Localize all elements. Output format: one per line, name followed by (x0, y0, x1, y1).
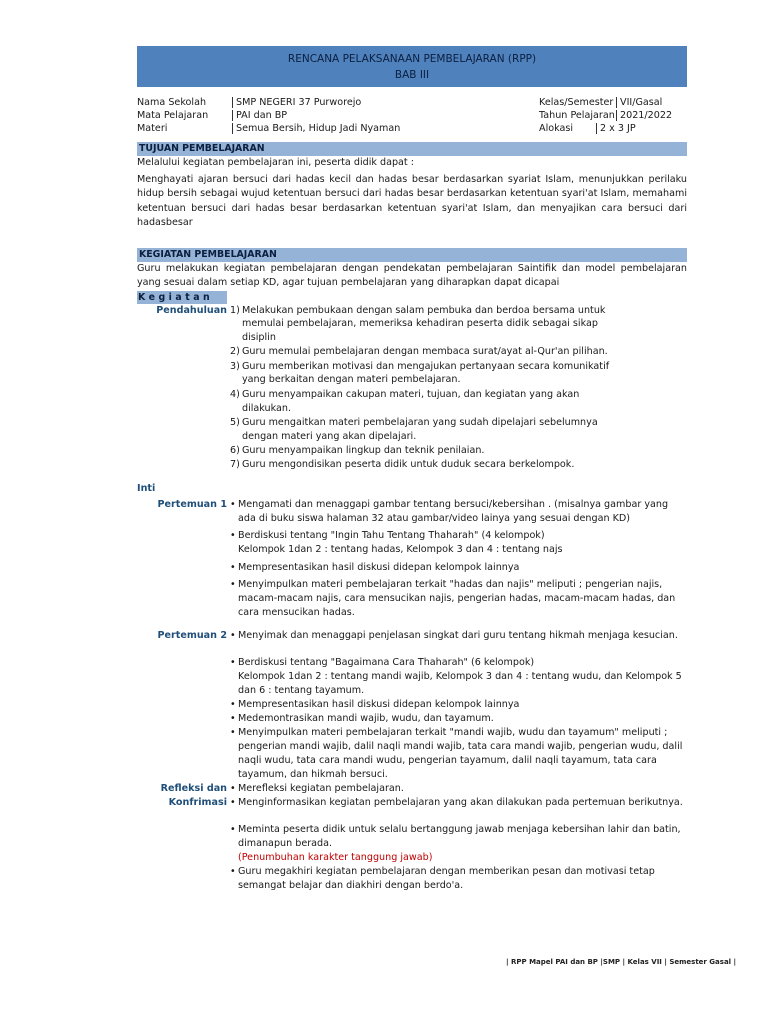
pertemuan2-row (137, 629, 687, 782)
pertemuan1-row (137, 498, 687, 620)
list-item: 7) Guru mengondisikan peserta didik untuk duduk secara berkelompok. (230, 459, 575, 471)
refleksi-list (230, 782, 687, 893)
pendahuluan-list (230, 304, 617, 473)
list-item: • Menyimak dan menaggapi penjelasan singkat dari guru tentang hikmah menjaga kesucian. (230, 629, 678, 641)
list-item: • Meminta peserta didik untuk selalu bertanggung jawab menjaga kebersihan lahir dan batin, dimanapun berada. (Penumbuhan karakter tanggung jawab) (230, 823, 681, 863)
tahun-value: 2021/2022 (616, 110, 672, 121)
list-item: • Berdiskusi tentang "Ingin Tahu Tentang Thaharah" (4 kelompok) Kelompok 1dan 2 : tentang hadas, Kelompok 3 dan 4 : tentang najs (230, 529, 563, 555)
pertemuan2-list (230, 629, 687, 782)
list-item: • Menyimpulkan materi pembelajaran terkait "hadas dan najis" meliputi ; pengerian najis, macam-macam najis, cara mensucikan najis, pengerian hadas, macam-macam hadas, dan cara mensucikan hadas. (230, 578, 676, 618)
list-item: • Menyimpulkan materi pembelajaran terkait "mandi wajib, wudu dan tayamum" meliputi ; pengerian mandi wajib, dalil naqli mandi wajib, tata cara mandi wajib, pengerian wudu, dalil naqli wudu, tata cara mandi wudu, pengerian tayamum, dalil naqli tayamum, tata cara tayamum, dan hikmah bersuci. (230, 726, 683, 780)
page-footer: | RPP Mapel PAI dan BP |SMP | Kelas VII | Semester Gasal | (506, 958, 737, 966)
mapel-label: Mata Pelajaran (137, 110, 209, 121)
kelas-value: VII/Gasal (616, 97, 662, 108)
refleksi-label: Refleksi dan Konfrimasi (160, 782, 227, 808)
list-item: 1) Melakukan pembukaan dengan salam pembuka dan berdoa bersama untuk memulai pembelajaran, memeriksa kehadiran peserta didik sebagai sikap disiplin (230, 304, 606, 344)
list-item: 5) Guru mengaitkan materi pembelajaran yang sudah dipelajari sebelumnya dengan materi yang akan dipelajari. (230, 416, 598, 442)
list-item: • Guru megakhiri kegiatan pembelajaran dengan memberikan pesan dan motivasi tetap semangat belajar dan diakhiri dengan berdo'a. (230, 865, 655, 891)
inti-label: Inti (137, 482, 156, 494)
alokasi-label: Alokasi (539, 123, 574, 134)
list-item: 2) Guru memulai pembelajaran dengan membaca surat/ayat al-Qur'an pilihan. (230, 346, 608, 358)
tujuan-heading: TUJUAN PEMBELAJARAN (137, 142, 687, 156)
sekolah-value: SMP NEGERI 37 Purworejo (232, 97, 361, 108)
title-bar (137, 46, 687, 87)
list-item: • Mempresentasikan hasil diskusi didepan kelompok lainnya (230, 698, 520, 710)
list-item: • Mempresentasikan hasil diskusi didepan kelompok lainnya (230, 561, 520, 573)
alokasi-value: 2 x 3 JP (596, 123, 636, 134)
list-item: • Menginformasikan kegiatan pembelajaran yang akan dilakukan pada pertemuan berikutnya. (230, 796, 683, 808)
tujuan-text: Menghayati ajaran bersuci dari hadas kecil dan hadas besar berdasarkan syariat Islam, menunjukkan perilaku hidup bersih sebagai wujud ketentuan bersuci dari hadas besar berdasarkan ketentuan syari'at Islam, memahami ketentuan bersuci dari hadas besar berdasarkan ketentuan syari'at Islam, dan menyajikan cara bersuci dari hadasbesar (137, 173, 687, 228)
tahun-label: Tahun Pelajaran (539, 110, 615, 121)
sekolah-label: Nama Sekolah (137, 97, 207, 108)
kegiatan-label: Kegiatan (137, 291, 227, 304)
document-title: RENCANA PELAKSANAAN PEMBELAJARAN (RPP) (287, 52, 537, 65)
list-item: 4) Guru menyampaikan cakupan materi, tujuan, dan kegiatan yang akan dilakukan. (230, 388, 580, 414)
list-item: 3) Guru memberikan motivasi dan mengajukan pertanyaan secara komunikatif yang berkaitan dengan materi pembelajaran. (230, 360, 610, 386)
pendahuluan-label: Pendahuluan (156, 304, 227, 316)
pertemuan2-label: Pertemuan 2 (157, 629, 227, 641)
list-item: • Merefleksi kegiatan pembelajaran. (230, 782, 404, 794)
list-item: 6) Guru menyampaikan lingkup dan teknik penilaian. (230, 444, 485, 456)
kegiatan-intro: Guru melakukan kegiatan pembelajaran dengan pendekatan pembelajaran Saintifik dan model pembelajaran yang sesuai dalam setiap KD, agar tujuan pembelajaran yang diharapkan dapat dicapai (137, 262, 687, 288)
kegiatan-heading: KEGIATAN PEMBELAJARAN (137, 248, 687, 262)
pertemuan1-label: Pertemuan 1 (157, 498, 227, 510)
document-page (137, 46, 687, 893)
tujuan-intro: Melalului kegiatan pembelajaran ini, peserta didik dapat : (137, 157, 414, 168)
list-item: • Medemontrasikan mandi wajib, wudu, dan tayamum. (230, 712, 494, 724)
character-note: (Penumbuhan karakter tanggung jawab) (238, 851, 433, 863)
identity-block (137, 96, 687, 142)
refleksi-row (137, 782, 687, 893)
document-subtitle: BAB III (394, 68, 430, 81)
list-item: • Mengamati dan menaggapi gambar tentang bersuci/kebersihan . (misalnya gambar yang ada di buku siswa halaman 32 atau gambar/video lainya yang sesuai dengan KD) (230, 498, 669, 524)
materi-value: Semua Bersih, Hidup Jadi Nyaman (232, 123, 400, 134)
kelas-label: Kelas/Semester (539, 97, 614, 108)
list-item: • Berdiskusi tentang "Bagaimana Cara Thaharah" (6 kelompok) Kelompok 1dan 2 : tentang mandi wajib, Kelompok 3 dan 4 : tentang wudu, dan Kelompok 5 dan 6 : tentang tayamum. (230, 656, 682, 696)
materi-label: Materi (137, 123, 168, 134)
pendahuluan-row (137, 304, 687, 473)
mapel-value: PAI dan BP (232, 110, 287, 121)
pertemuan1-list (230, 498, 687, 620)
